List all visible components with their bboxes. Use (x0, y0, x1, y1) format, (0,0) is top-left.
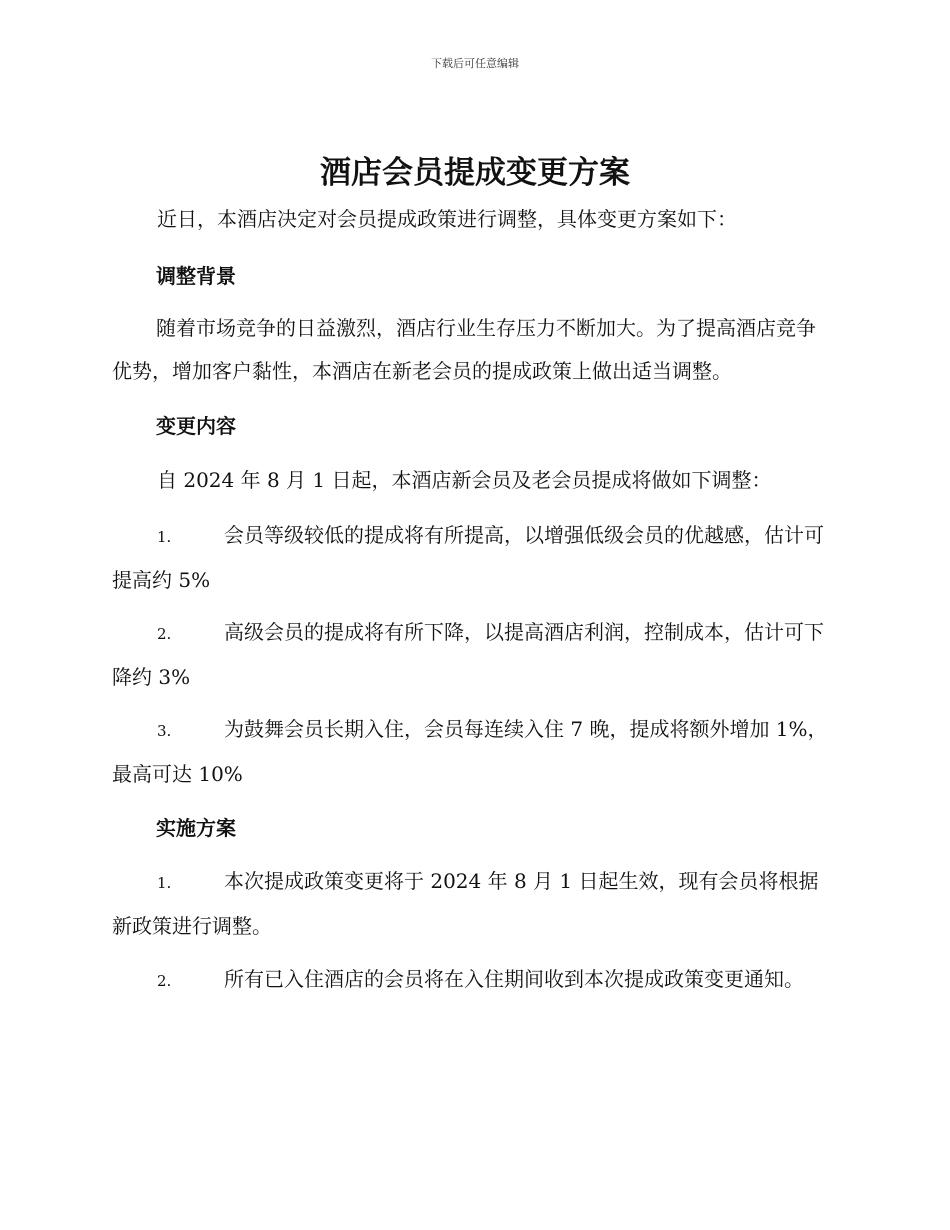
page-header-note: 下载后可任意编辑 (431, 57, 519, 70)
list-item (112, 958, 832, 1003)
list-item-text: 为鼓舞会员长期入住，会员每连续入住 7 晚，提成将额外增加 1%，最高可达 10% (112, 717, 828, 786)
intro-paragraph: 近日，本酒店决定对会员提成政策进行调整，具体变更方案如下： (157, 207, 737, 231)
list-item-number: 1. (157, 528, 172, 546)
list-item-text: 本次提成政策变更将于 2024 年 8 月 1 日起生效，现有会员将根据新政策进行调整。 (112, 869, 819, 938)
list-item (112, 860, 832, 948)
changes-intro-paragraph: 自 2024 年 8 月 1 日起，本酒店新会员及老会员提成将做如下调整： (157, 468, 772, 492)
list-item-text: 会员等级较低的提成将有所提高，以增强低级会员的优越感，估计可提高约 5% (112, 523, 824, 592)
section-heading-background: 调整背景 (156, 264, 236, 288)
list-item (112, 514, 832, 602)
document-title: 酒店会员提成变更方案 (320, 155, 630, 191)
section-heading-changes: 变更内容 (156, 414, 236, 438)
list-item-number: 1. (157, 874, 172, 892)
list-item (112, 708, 832, 796)
list-item-text: 高级会员的提成将有所下降，以提高酒店利润，控制成本，估计可下降约 3% (112, 620, 824, 689)
background-paragraph: 随着市场竞争的日益激烈，酒店行业生存压力不断加大。为了提高酒店竞争优势，增加客户黏性，本酒店在新老会员的提成政策上做出适当调整。 (112, 316, 816, 383)
list-item-number: 3. (157, 722, 172, 740)
list-item-text: 所有已入住酒店的会员将在入住期间收到本次提成政策变更通知。 (224, 967, 804, 991)
section-heading-implementation: 实施方案 (156, 816, 236, 840)
list-item-number: 2. (157, 625, 172, 643)
list-item-number: 2. (157, 972, 172, 990)
list-item (112, 611, 832, 699)
